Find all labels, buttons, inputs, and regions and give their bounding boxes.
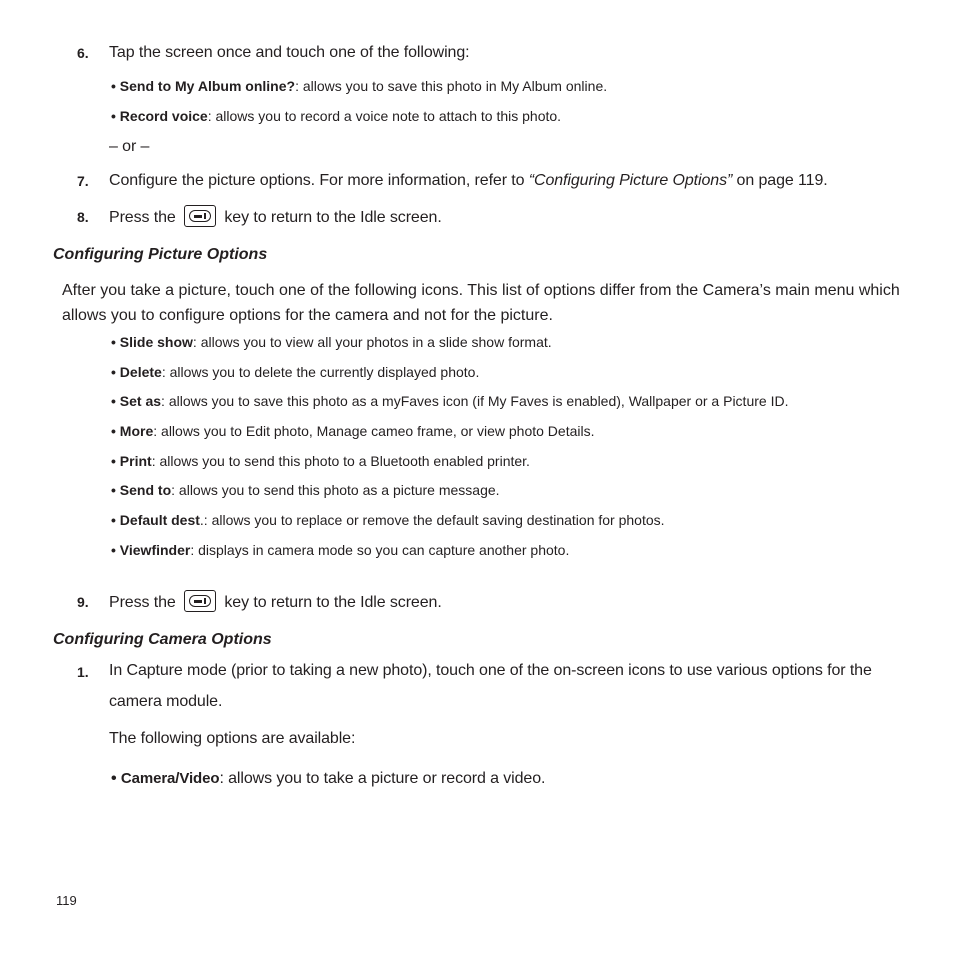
bullet-desc: : allows you to delete the currently displayed photo. [161, 364, 480, 380]
bullet-dot: • [111, 482, 120, 498]
bullet-term: Send to My Album online? [119, 78, 296, 94]
bullet-term: Set as [119, 393, 162, 409]
bullet-desc: : allows you to take a picture or record a video. [219, 770, 546, 787]
list-item [111, 453, 530, 469]
list-item [111, 482, 500, 498]
list-item [111, 542, 569, 558]
bullet-dot: • [111, 770, 121, 787]
bullet-desc: : allows you to save this photo in My Album online. [295, 78, 608, 94]
list-item [111, 334, 552, 350]
bullet-dot: • [111, 393, 120, 409]
bullet-desc: : allows you to view all your photos in a slide show format. [192, 334, 552, 350]
bullet-dot: • [111, 423, 120, 439]
bullet-dot: • [111, 108, 120, 124]
bullet-dot: • [111, 542, 120, 558]
step-text [109, 172, 828, 190]
list-item [111, 108, 561, 124]
bullet-dot: • [111, 334, 120, 350]
bullet-desc: : displays in camera mode so you can capture another photo. [190, 542, 570, 558]
step-text-continued: camera module. [109, 693, 223, 710]
bullet-desc: : allows you to record a voice note to attach to this photo. [207, 108, 562, 124]
list-item [111, 78, 607, 94]
list-item [111, 512, 665, 528]
bullet-desc: .: allows you to replace or remove the default saving destination for photos. [199, 512, 665, 528]
bullet-term: Camera/Video [120, 770, 220, 787]
bullet-desc: : allows you to Edit photo, Manage cameo frame, or view photo Details. [153, 423, 595, 439]
step-text-part: key to return to the Idle screen. [224, 594, 442, 612]
bullet-desc: : allows you to save this photo as a myFaves icon (if My Faves is enabled), Wallpaper or a Picture ID. [161, 393, 789, 409]
bullet-desc: : allows you to send this photo as a picture message. [171, 482, 500, 498]
bullet-term: Send to [119, 482, 172, 498]
step-text-part: Press the [109, 209, 176, 227]
end-key-icon [184, 590, 216, 612]
step-number: 9. [77, 594, 89, 610]
bullet-term: Slide show [119, 334, 193, 350]
bullet-term: More [119, 423, 154, 439]
step-text: Tap the screen once and touch one of the following: [109, 44, 470, 61]
list-item [111, 364, 479, 380]
section-heading: Configuring Picture Options [53, 246, 268, 263]
bullet-dot: • [111, 364, 120, 380]
bullet-dot: • [111, 453, 120, 469]
bullet-term: Viewfinder [119, 542, 191, 558]
bullet-dot: • [111, 512, 120, 528]
bullet-dot: • [111, 78, 120, 94]
end-key-icon [184, 205, 216, 227]
step-text-part: Press the [109, 594, 176, 612]
step-text [109, 592, 442, 614]
options-intro: The following options are available: [109, 730, 356, 747]
step-number: 6. [77, 45, 89, 61]
step-text [109, 207, 442, 229]
bullet-term: Delete [119, 364, 162, 380]
step-text: In Capture mode (prior to taking a new photo), touch one of the on-screen icons to use various options for the [109, 662, 872, 679]
page-number: 119 [56, 893, 77, 908]
bullet-term: Default dest [119, 512, 200, 528]
step-text-part: on page 119. [732, 172, 828, 189]
list-item [111, 423, 594, 439]
bullet-term: Record voice [119, 108, 208, 124]
cross-reference: “Configuring Picture Options” [528, 172, 733, 189]
intro-paragraph: After you take a picture, touch one of the following icons. This list of options differ from the Camera’s main menu which allows you to configure options for the camera and not for the picture. [62, 282, 900, 324]
bullet-desc: : allows you to send this photo to a Bluetooth enabled printer. [151, 453, 530, 469]
step-text-part: key to return to the Idle screen. [224, 209, 442, 227]
step-number: 7. [77, 173, 89, 189]
step-number: 8. [77, 209, 89, 225]
bullet-term: Print [119, 453, 152, 469]
section-heading: Configuring Camera Options [53, 631, 272, 648]
list-item [111, 393, 788, 409]
list-item [111, 770, 545, 788]
step-text-part: Configure the picture options. For more information, refer to [109, 172, 529, 189]
step-number: 1. [77, 664, 89, 680]
or-separator: – or – [109, 138, 150, 155]
